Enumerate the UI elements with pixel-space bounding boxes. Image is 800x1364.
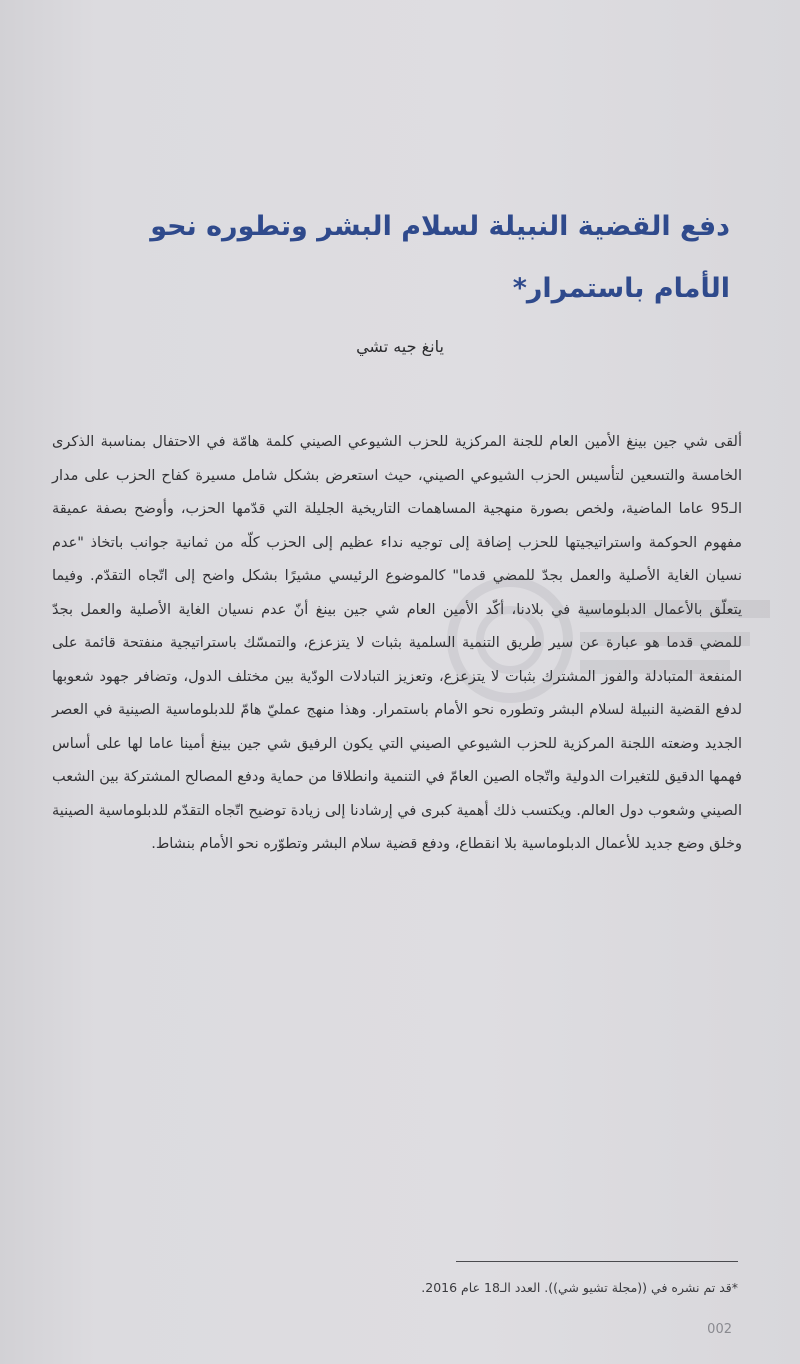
footnote-divider	[456, 1261, 738, 1262]
footnote: *قد تم نشره في ((مجلة تشيو شي)). العدد الـ18 عام 2016.	[421, 1280, 738, 1295]
article-title: دفع القضية النبيلة لسلام البشر وتطوره نحو الأمام باستمرار*	[150, 211, 730, 304]
page-number: 002	[707, 1322, 732, 1337]
article-body	[52, 426, 742, 862]
body-paragraph: ألقى شي جين بينغ الأمين العام للجنة المركزية للحزب الشيوعي الصيني كلمة هامّة في الاحتفال بمناسبة الذكرى الخامسة والتسعين لتأسيس الحزب الشيوعي الصيني، حيث استعرض بشكل شامل مسيرة كفاح الحزب على مدار الـ95 عاما الماضية، ولخص بصورة منهجية المساهمات التاريخية الجليلة التي قدّمها الحزب، وأوضح بصفة عميقة مفهوم الحوكمة واستراتيجيتها للحزب إضافة إلى توجيه نداء عظيم إلى الحزب كلّه من ثمانية جوانب باتخاذ "عدم نسيان الغاية الأصلية والعمل بجدّ للمضي قدما" كالموضوع الرئيسي مشيرًا بشكل واضح إلى اتّجاه التقدّم. وفيما يتعلّق بالأعمال الدبلوماسية في بلادنا، أكّد الأمين العام شي جين بينغ أنّ عدم نسيان الغاية الأصلية والعمل بجدّ للمضي قدما هو عبارة عن سير طريق التنمية السلمية بثبات لا يتزعزع، والتمسّك باستراتيجية منفتحة قائمة على المنفعة المتبادلة والفوز المشترك بثبات لا يتزعزع، وتعزيز التبادلات الودّية بين مختلف الدول، وتضافر جهود شعوبها لدفع القضية النبيلة لسلام البشر وتطوره نحو الأمام باستمرار. وهذا منهج عمليّ هامّ للدبلوماسية الصينية في العصر الجديد وضعته اللجنة المركزية للحزب الشيوعي الصيني التي يكون الرفيق شي جين بينغ أمينا عاما لها على أساس فهمها الدقيق للتغيرات الدولية واتّجاه الصين العامّ في التنمية وانطلاقا من حماية ودفع المصالح المشتركة بين الشعب الصيني وشعوب دول العالم. ويكتسب ذلك أهمية كبرى في إرشادنا إلى زيادة توضيح اتّجاه التقدّم للدبلوماسية الصينية وخلق وضع جديد للأعمال الدبلوماسية بلا انقطاع، ودفع قضية سلام البشر وتطوّره نحو الأمام بنشاط.	[52, 434, 742, 852]
author-name: يانغ جيه تشي	[356, 337, 444, 356]
